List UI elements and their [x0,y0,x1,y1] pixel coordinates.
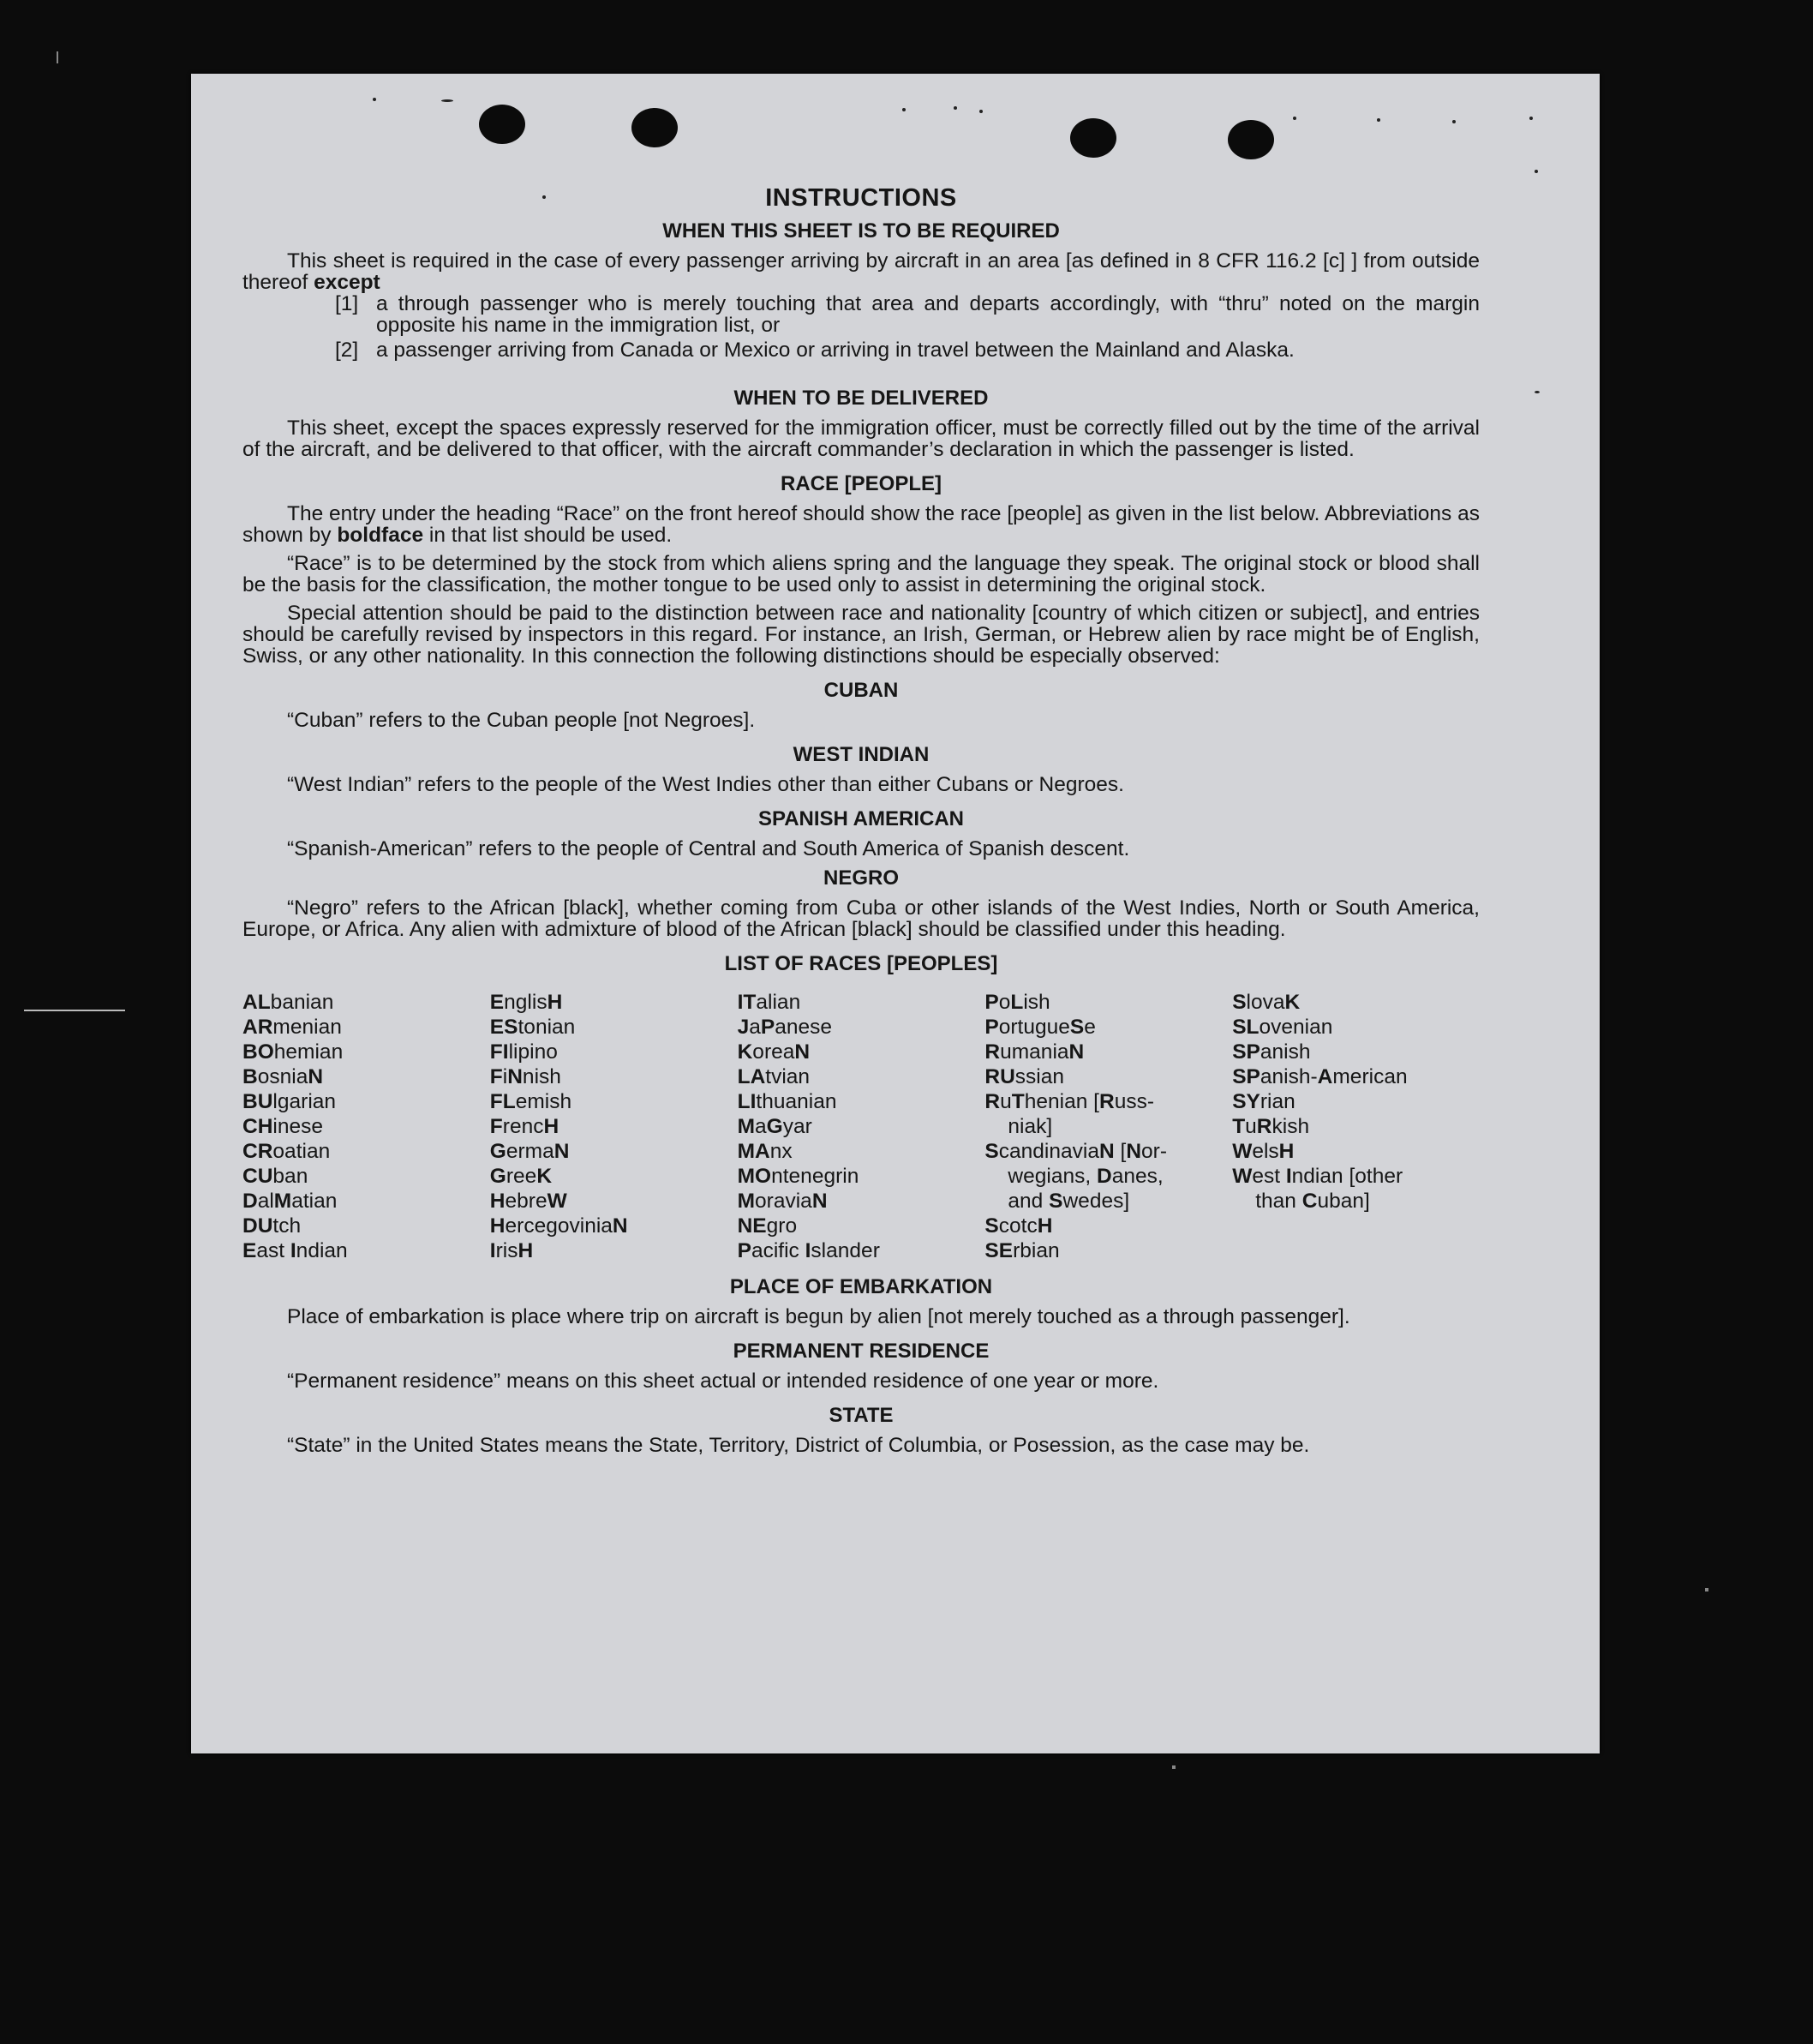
race-entry: CUban [242,1165,308,1188]
race-entry: EStonian [489,1016,576,1039]
race-entry: wegians, Danes, [1008,1165,1164,1188]
race-entry: GermaN [489,1140,570,1163]
race-entry: SLovenian [1232,1016,1333,1039]
race-entry: JaPanese [737,1016,833,1039]
race-entry: DalMatian [242,1190,338,1213]
section-paragraph: “Race” is to be determined by the stock from which aliens spring and the language they speak. The original stock or blood shall be the basis for the classification, the mother tongue to be used only to assist in determining the original stock. [242,552,1480,596]
race-entry: FiNnish [489,1065,561,1088]
race-entry: FLemish [489,1090,572,1113]
speck [1535,170,1538,173]
section-paragraph: Place of embarkation is place where trip on aircraft is begun by alien [not merely touched as a through passenger]. [287,1305,1350,1328]
section-heading: STATE [829,1404,894,1427]
race-entry: ScotcH [984,1214,1053,1238]
speck [902,108,906,111]
race-entry: FrencH [489,1115,559,1138]
speck [441,99,453,102]
race-entry: ScandinaviaN [Nor- [984,1140,1167,1163]
section-paragraph: “Cuban” refers to the Cuban people [not Negroes]. [287,709,756,732]
page-title: INSTRUCTIONS [765,184,957,212]
section-heading: WEST INDIAN [793,743,930,766]
speck [954,106,957,110]
instructions-text [242,183,1480,1456]
section-heading: PERMANENT RESIDENCE [733,1340,990,1363]
race-entry: BUlgarian [242,1090,337,1113]
race-column [490,990,738,1263]
scan-mark [57,51,58,63]
speck [1452,120,1456,123]
race-entry: East Indian [242,1239,348,1262]
race-entry: CHinese [242,1115,324,1138]
section-heading: CUBAN [823,679,899,702]
section-paragraph: “State” in the United States means the State, Territory, District of Columbia, or Posession, as the case may be. [287,1434,1310,1457]
race-entry: IrisH [489,1239,534,1262]
speck [1377,118,1380,122]
speck [373,98,376,101]
race-entry: SPanish [1232,1040,1311,1064]
punch-hole [631,108,678,147]
section-paragraph: The entry under the heading “Race” on the front hereof should show the race [people] as given in the list below. Abbreviations as shown by boldface in that list should be used. [242,502,1480,547]
race-entry: HercegoviniaN [489,1214,628,1238]
race-entry: DUtch [242,1214,302,1238]
race-entry: RUssian [984,1065,1065,1088]
race-entry: TuRkish [1232,1115,1310,1138]
punch-hole [479,105,525,144]
scan-mark [1705,1588,1708,1591]
race-entry: WelsH [1232,1140,1295,1163]
race-entry: FIlipino [489,1040,558,1064]
race-entry: than Cuban] [1255,1190,1370,1213]
instruction-sheet [191,74,1600,1753]
section-heading: WHEN THIS SHEET IS TO BE REQUIRED [662,219,1060,243]
race-entry: RumaniaN [984,1040,1085,1064]
section-paragraph: “Permanent residence” means on this sheet actual or intended residence of one year or more. [287,1370,1159,1393]
race-entry: KoreaN [737,1040,811,1064]
race-entry: MoraviaN [737,1190,828,1213]
section-heading: NEGRO [823,866,899,890]
race-entry: HebreW [489,1190,567,1213]
list-item: [1] a through passenger who is merely touching that area and departs accordingly, with “thru” noted on the margin opposite his name in the immigration list, or [335,292,1480,337]
speck [1293,117,1296,120]
scan-mark [24,1010,125,1011]
section-paragraph: Special attention should be paid to the distinction between race and nationality [country of which citizen or subject], and entries should be carefully revised by inspectors in this regard. For instance, an Irish, German, or Hebrew alien by race might be of English, Swiss, or any other nationality. In this connection the following distinctions should be especially observed: [242,602,1480,668]
section-paragraph: This sheet, except the spaces expressly reserved for the immigration officer, must be correctly filled out by the time of the arrival of the aircraft, and be delivered to that officer, with the aircraft commander’s declaration in which the passenger is listed. [242,417,1480,461]
section-heading: LIST OF RACES [PEOPLES] [724,952,998,975]
race-entry: EnglisH [489,991,563,1014]
race-entry: BOhemian [242,1040,344,1064]
race-entry: West Indian [other [1232,1165,1403,1188]
section-heading: RACE [PEOPLE] [780,472,942,495]
section-paragraph: “Spanish-American” refers to the people of Central and South America of Spanish descent. [287,837,1130,860]
race-entry: BosniaN [242,1065,324,1088]
race-entry: RuThenian [Russ- [984,1090,1154,1113]
speck [979,110,983,113]
section-paragraph: This sheet is required in the case of every passenger arriving by aircraft in an area [as defined in 8 CFR 116.2 [c] ] from outside thereof except [242,249,1480,294]
speck [1529,117,1533,120]
section-heading: PLACE OF EMBARKATION [729,1275,993,1298]
race-list [242,990,1480,1263]
race-entry: SlovaK [1232,991,1301,1014]
race-entry: PoLish [984,991,1050,1014]
list-item: [2] a passenger arriving from Canada or Mexico or arriving in travel between the Mainland and Alaska. [335,339,1295,362]
speck [1535,391,1540,393]
race-column [984,990,1232,1263]
scan-mark [1172,1765,1176,1769]
punch-hole [1228,120,1274,159]
race-entry: NEgro [737,1214,798,1238]
race-entry: GreeK [489,1165,553,1188]
punch-hole [1070,118,1116,158]
race-entry: Pacific Islander [737,1239,880,1262]
race-entry: niak] [1008,1115,1053,1138]
race-entry: SErbian [984,1239,1060,1262]
race-entry: MOntenegrin [737,1165,859,1188]
race-entry: ITalian [737,991,801,1014]
race-entry: ARmenian [242,1016,342,1039]
race-column [1232,990,1480,1263]
race-entry: and Swedes] [1008,1190,1130,1213]
race-column [242,990,490,1263]
race-entry: SPanish-American [1232,1065,1408,1088]
race-column [738,990,985,1263]
section-paragraph: “Negro” refers to the African [black], whether coming from Cuba or other islands of the West Indies, North or South America, Europe, or Africa. Any alien with admixture of blood of the African [black] should be classified under this heading. [242,896,1480,941]
race-entry: ALbanian [242,991,334,1014]
race-entry: PortugueSe [984,1016,1096,1039]
race-entry: MaGyar [737,1115,812,1138]
section-heading: WHEN TO BE DELIVERED [733,387,989,410]
section-heading: SPANISH AMERICAN [757,807,964,830]
race-entry: MAnx [737,1140,793,1163]
race-entry: LIthuanian [737,1090,837,1113]
race-entry: SYrian [1232,1090,1295,1113]
race-entry: LAtvian [737,1065,811,1088]
race-entry: CRoatian [242,1140,331,1163]
section-paragraph: “West Indian” refers to the people of the West Indies other than either Cubans or Negroes. [287,773,1124,796]
